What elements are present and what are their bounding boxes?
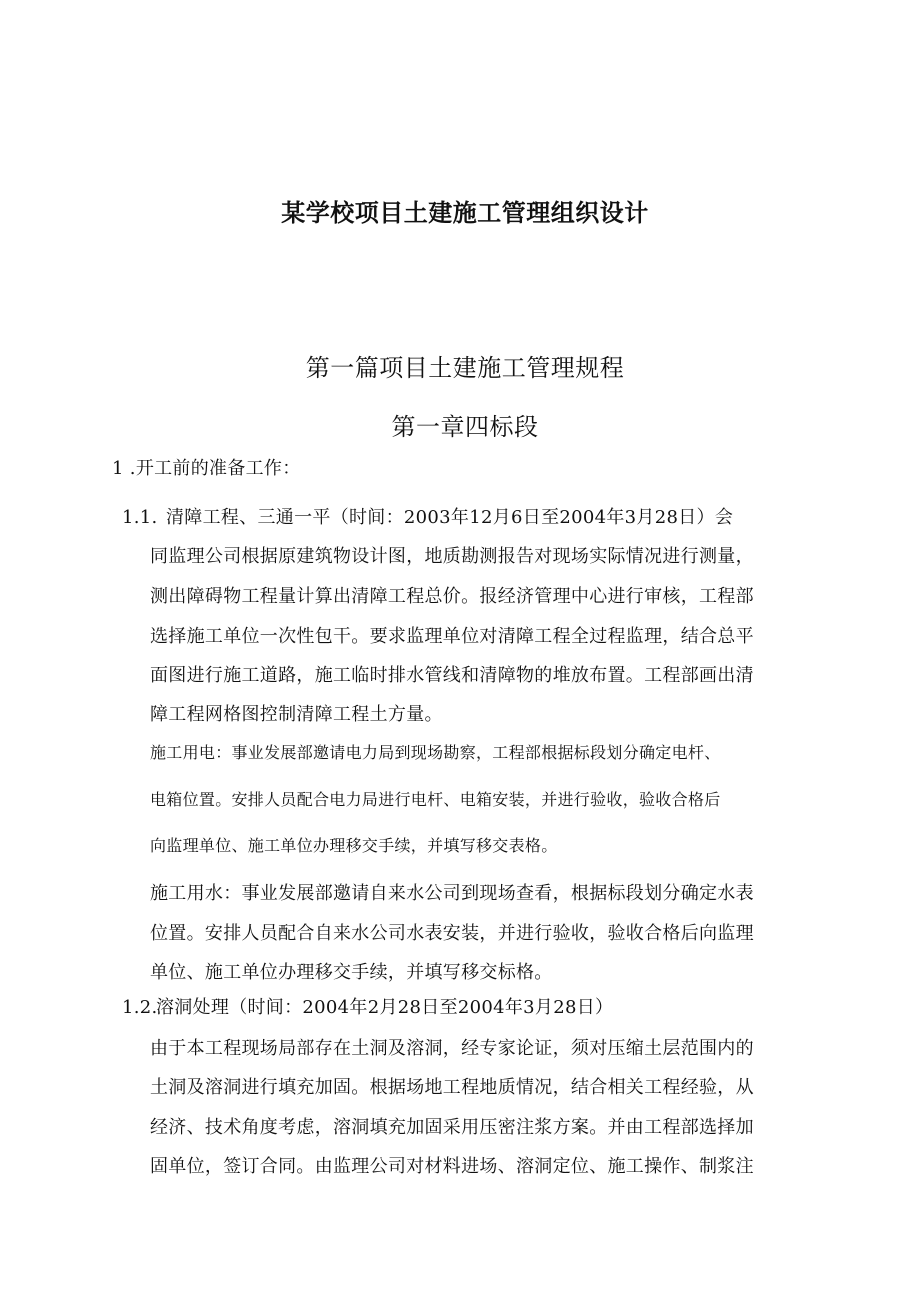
paragraph-line: 固单位，签订合同。由监理公司对材料进场、溶洞定位、施工操作、制浆注 xyxy=(150,1156,754,1177)
paragraph-line: 清障工程、三通一平（时间：2003年12月6日至2004年3月28日）会 xyxy=(166,507,734,528)
item-number: 1.1. xyxy=(122,507,158,528)
document-title: 某学校项目土建施工管理组织设计 xyxy=(281,198,649,227)
paragraph-line: 经济、技术角度考虑，溶洞填充加固采用压密注浆方案。并由工程部选择加 xyxy=(150,1117,754,1138)
paragraph-line: 障工程网格图控制清障工程土方量。 xyxy=(150,704,443,725)
paragraph-line: 选择施工单位一次性包干。要求监理单位对清障工程全过程监理，结合总平 xyxy=(150,626,754,647)
paragraph-line: 单位、施工单位办理移交手续，并填写移交标格。 xyxy=(150,962,553,983)
paragraph-line: 由于本工程现场局部存在土洞及溶洞，经专家论证，须对压缩土层范围内的 xyxy=(150,1038,754,1059)
item-heading: 溶洞处理（时间：2004年2月28日至2004年3月28日） xyxy=(156,997,614,1018)
part-title: 第一篇项目土建施工管理规程 xyxy=(305,354,625,382)
paragraph-line: 施工用水：事业发展部邀请自来水公司到现场查看，根据标段划分确定水表 xyxy=(150,883,754,904)
item-1-2-heading xyxy=(122,993,613,1019)
paragraph-line: 面图进行施工道路，施工临时排水管线和清障物的堆放布置。工程部画出清 xyxy=(150,665,754,686)
paragraph-line: 测出障碍物工程量计算出清障工程总价。报经济管理中心进行审核，工程部 xyxy=(150,586,754,607)
paragraph-line: 施工用电：事业发展部邀请电力局到现场勘察，工程部根据标段划分确定电杆、 xyxy=(150,743,721,762)
item-1-1-first-line xyxy=(122,503,733,529)
paragraph-line: 位置。安排人员配合自来水公司水表安装，并进行验收，验收合格后向监理 xyxy=(150,923,754,944)
section-number: 1 xyxy=(112,458,124,479)
paragraph-line: 土洞及溶洞进行填充加固。根据场地工程地质情况，结合相关工程经验，从 xyxy=(150,1077,754,1098)
paragraph-line: 向监理单位、施工单位办理移交手续，并填写移交表格。 xyxy=(150,836,558,855)
paragraph-line: 电箱位置。安排人员配合电力局进行电杆、电箱安装，并进行验收，验收合格后 xyxy=(150,790,721,809)
section-heading-1 xyxy=(112,454,301,480)
paragraph-line: 同监理公司根据原建筑物设计图，地质勘测报告对现场实际情况进行测量， xyxy=(150,546,754,567)
section-label: .开工前的准备工作： xyxy=(129,458,301,479)
item-number: 1.2. xyxy=(122,997,158,1018)
chapter-title: 第一章四标段 xyxy=(391,413,539,441)
